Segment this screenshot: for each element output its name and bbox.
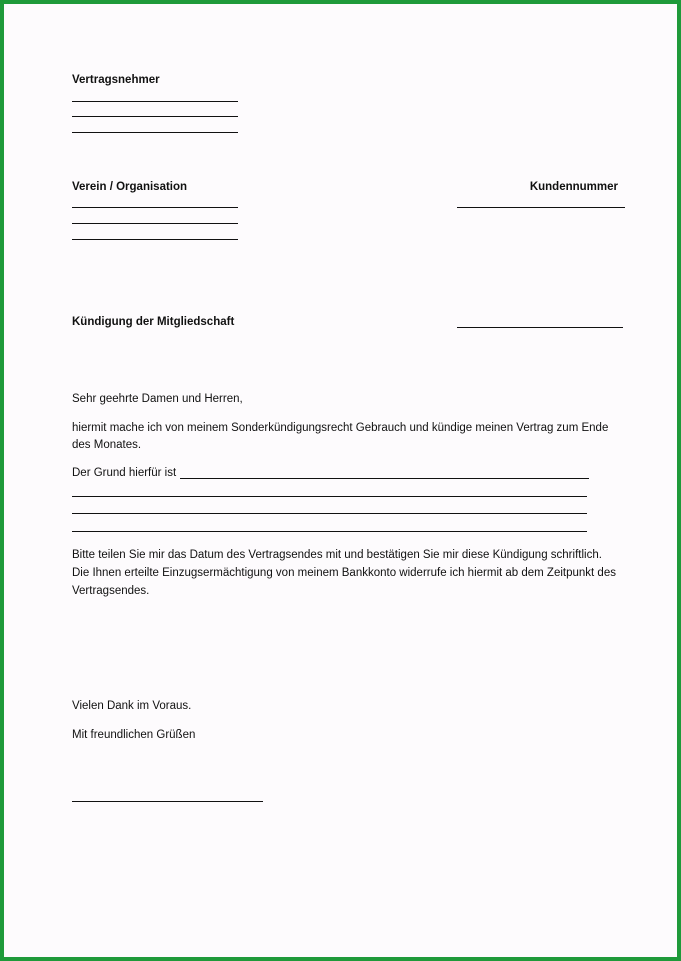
organization-line-1[interactable] bbox=[72, 207, 238, 208]
body-paragraph-2-line-1: Bitte teilen Sie mir das Datum des Vertragsendes mit und bestätigen Sie mir diese Kündigung schriftlich. bbox=[72, 549, 602, 561]
signature-line[interactable] bbox=[72, 801, 263, 802]
body-paragraph-2-line-3: Vertragsendes. bbox=[72, 585, 150, 597]
subject-date-line[interactable] bbox=[457, 327, 623, 328]
reason-label: Der Grund hierfür ist bbox=[72, 467, 177, 479]
reason-line-3[interactable] bbox=[72, 513, 587, 514]
salutation: Sehr geehrte Damen und Herren, bbox=[72, 393, 243, 405]
body-paragraph-1-line-2: des Monates. bbox=[72, 439, 142, 451]
organization-line-2[interactable] bbox=[72, 223, 238, 224]
contractor-label: Vertragsnehmer bbox=[72, 74, 160, 86]
reason-line-1[interactable] bbox=[180, 478, 589, 479]
reason-line-2[interactable] bbox=[72, 496, 587, 497]
contractor-line-2[interactable] bbox=[72, 116, 238, 117]
organization-label: Verein / Organisation bbox=[72, 181, 188, 193]
reason-line-4[interactable] bbox=[72, 531, 587, 532]
body-paragraph-2-line-2: Die Ihnen erteilte Einzugsermächtigung von meinem Bankkonto widerrufe ich hiermit ab dem Zeitpunkt des bbox=[72, 567, 616, 579]
contractor-line-1[interactable] bbox=[72, 101, 238, 102]
customer-number-label: Kundennummer bbox=[529, 181, 618, 193]
closing-text: Mit freundlichen Grüßen bbox=[72, 729, 196, 741]
subject-label: Kündigung der Mitgliedschaft bbox=[72, 316, 235, 328]
customer-number-line[interactable] bbox=[457, 207, 625, 208]
organization-line-3[interactable] bbox=[72, 239, 238, 240]
thanks-text: Vielen Dank im Voraus. bbox=[72, 700, 192, 712]
contractor-line-3[interactable] bbox=[72, 132, 238, 133]
body-paragraph-1-line-1: hiermit mache ich von meinem Sonderkündigungsrecht Gebrauch und kündige meinen Vertrag zum Ende bbox=[72, 422, 609, 434]
